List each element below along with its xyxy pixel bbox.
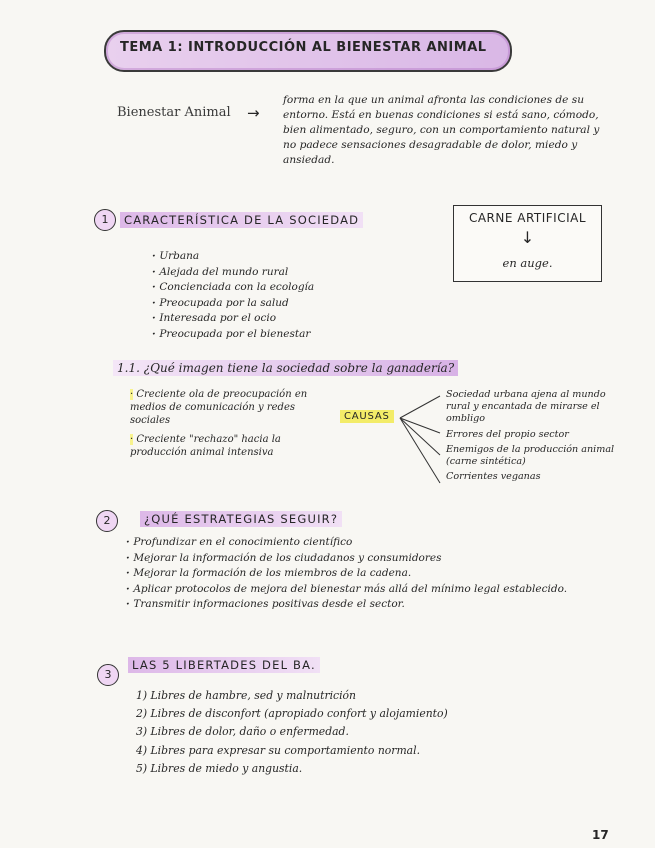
arrow-right-icon: → xyxy=(247,104,260,122)
list-item: 1) Libres de hambre, sed y malnutrición xyxy=(136,689,357,702)
list-item: · Mejorar la formación de los miembros de la cadena. xyxy=(126,566,596,582)
list-item: 5) Libres de miedo y angustia. xyxy=(136,761,303,775)
list-item: 4) Libres para expresar su comportamiento normal. xyxy=(136,743,421,757)
list-item-text: Creciente ola de preocupación en medios de comunicación y redes sociales xyxy=(130,389,308,426)
list-item: · Mejorar la información de los ciudadanos y consumidores xyxy=(126,551,596,567)
list-item: · Aplicar protocolos de mejora del bienestar más allá del mínimo legal establecido. xyxy=(126,582,596,598)
definition-text: forma en la que un animal afronta las condiciones de su entorno. Está en buenas condiciones si está sano, cómodo, bien alimentado, seguro, con un comportamiento natural y no padece sensaciones desagradable de dolor, miedo y ansiedad. xyxy=(283,94,600,166)
arrow-down-icon: ↓ xyxy=(520,228,535,247)
list-item: · Transmitir informaciones positivas desde el sector. xyxy=(126,597,596,613)
subsection-number: 1.1. xyxy=(117,361,140,375)
causas-label: CAUSAS xyxy=(340,410,394,423)
list-item: · Preocupada por la salud xyxy=(152,296,314,312)
box-subtitle: en auge. xyxy=(502,256,553,270)
definition-term: Bienestar Animal xyxy=(117,105,231,120)
subsection-question: ¿Qué imagen tiene la sociedad sobre la ganadería? xyxy=(143,361,455,375)
causes-list xyxy=(446,389,621,486)
section-2-title: ¿QUÉ ESTRATEGIAS SEGUIR? xyxy=(140,511,342,527)
list-item-text: Creciente "rechazo" hacia la producción animal intensiva xyxy=(130,434,281,458)
section-2-number: 2 xyxy=(96,510,118,532)
list-item: Sociedad urbana ajena al mundo rural y encantada de mirarse el ombligo xyxy=(446,389,606,425)
section-1-number: 1 xyxy=(94,209,116,231)
list-item: · Profundizar en el conocimiento científico xyxy=(126,535,596,551)
page-title: TEMA 1: INTRODUCCIÓN AL BIENESTAR ANIMAL xyxy=(120,40,487,55)
list-item: Errores del propio sector xyxy=(446,428,569,440)
list-item: · Concienciada con la ecología xyxy=(152,280,314,296)
list-item: Enemigos de la producción animal (carne sintética) xyxy=(446,443,615,468)
bullet-highlight: · xyxy=(130,434,134,445)
section-3-title: LAS 5 LIBERTADES DEL BA. xyxy=(128,657,320,673)
list-item: Corrientes veganas xyxy=(446,471,541,483)
section-2-list xyxy=(126,535,596,613)
section-1-title: CARACTERÍSTICA DE LA SOCIEDAD xyxy=(120,212,363,228)
list-item: · Preocupada por el bienestar xyxy=(152,327,314,343)
section-3-number: 3 xyxy=(97,664,119,686)
bullet-highlight: · xyxy=(130,389,134,400)
box-title: CARNE ARTIFICIAL xyxy=(468,211,587,225)
list-item: 2) Libres de disconfort (apropiado confort y alojamiento) xyxy=(136,707,448,721)
list-item: · Urbana xyxy=(152,249,314,265)
list-item: · Interesada por el ocio xyxy=(152,311,314,327)
list-item: · Alejada del mundo rural xyxy=(152,265,314,281)
section-3-list xyxy=(136,687,448,778)
page-number: 17 xyxy=(592,828,609,842)
list-item: 3) Libres de dolor, daño o enfermedad. xyxy=(136,725,349,739)
